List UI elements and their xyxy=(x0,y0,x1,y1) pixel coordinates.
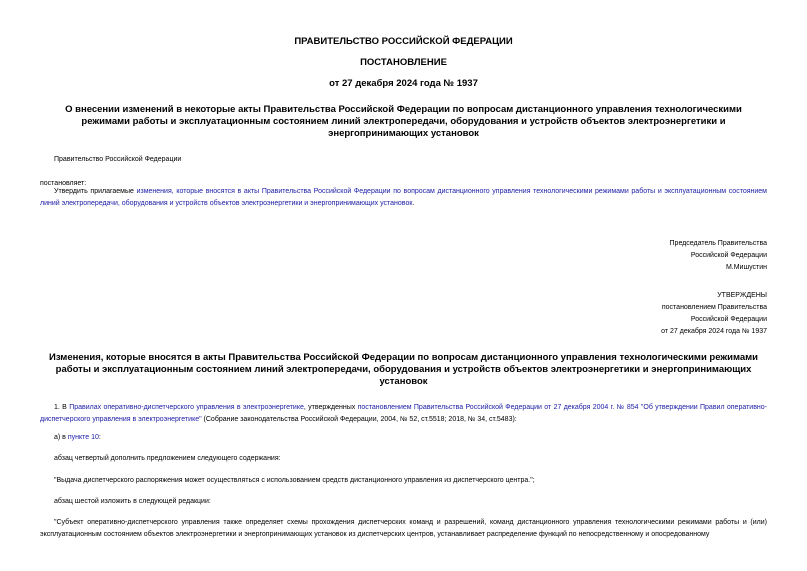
point-10-link[interactable]: пункте 10 xyxy=(67,434,99,441)
document-type: ПОСТАНОВЛЕНИЕ xyxy=(360,57,447,68)
signature-name: М.Мишустин xyxy=(725,264,767,271)
quote-2: "Субъект оперативно-диспетчерского управления также определяет схемы прохождения диспетчерских команд и разрешений, команд дистанционного управления технологическими режимами работы и (или) эксплуатационным состоянием объектов электроэнергетики и энергопринимающих установок из диспетчерских центров, устанавливает распределение функций по непосредственному и опосредованному xyxy=(40,519,767,538)
government-heading: ПРАВИТЕЛЬСТВО РОССИЙСКОЙ ФЕДЕРАЦИИ xyxy=(294,36,513,47)
document-title: О внесении изменений в некоторые акты Правительства Российской Федерации по вопросам дистанционного управления технологическими режимами работы и эксплуатационным состоянием линий электропередачи, оборудования и устройств объектов электроэнергетики и энергопринимающих установок xyxy=(65,104,742,139)
changes-title: Изменения, которые вносятся в акты Правительства Российской Федерации по вопросам дистанционного управления технологическими режимами работы и эксплуатационным состоянием линий электропередачи, оборудования и устройств объектов электроэнергетики и энергопринимающих установок xyxy=(48,352,759,387)
approved-date: от 27 декабря 2024 года № 1937 xyxy=(661,328,767,335)
sub-a-paragraph xyxy=(54,432,101,444)
item-1-mid: , утвержденных xyxy=(303,404,358,411)
approved-stamp: УТВЕРЖДЕНЫ xyxy=(717,292,767,299)
approve-suffix: . xyxy=(412,200,415,207)
para-sixth: абзац шестой изложить в следующей редакции: xyxy=(54,498,211,505)
approve-paragraph xyxy=(40,186,767,210)
rules-link[interactable]: Правилах оперативно-диспетчерского управления в электроэнергетике xyxy=(69,404,304,411)
signature-country: Российской Федерации xyxy=(690,252,767,259)
decides-label: постановляет: xyxy=(40,180,87,187)
approve-prefix: Утвердить прилагаемые xyxy=(54,188,137,195)
resolution-link[interactable]: постановлением Правительства Российской Федерации от 27 декабря 2004 г. № 854 "Об утверждении Правил оперативно-диспетчерского управления в электроэнергетике" xyxy=(40,404,768,423)
signature-title: Председатель Правительства xyxy=(669,240,767,247)
approve-link[interactable]: изменения, которые вносятся в акты Правительства Российской Федерации по вопросам дистанционного управления технологическими режимами работы и эксплуатационным состоянием линий электропередачи, оборудования и устройств объектов электроэнергетики и энергопринимающих установок xyxy=(40,188,767,207)
sub-a-suffix: : xyxy=(98,434,101,441)
quote-1: "Выдача диспетчерского распоряжения может осуществляться с использованием средств дистанционного управления из диспетчерского центра."; xyxy=(54,477,535,484)
approved-country: Российской Федерации xyxy=(690,316,767,323)
para-fourth: абзац четвертый дополнить предложением следующего содержания: xyxy=(54,455,281,462)
sub-a-prefix: а) в xyxy=(54,434,68,441)
government-name: Правительство Российской Федерации xyxy=(54,156,182,163)
document-date-number: от 27 декабря 2024 года № 1937 xyxy=(329,78,478,89)
item-1-num: 1. В xyxy=(54,404,70,411)
approved-by: постановлением Правительства xyxy=(661,304,767,311)
item-1-paragraph xyxy=(40,402,767,426)
item-1-tail: (Собрание законодательства Российской Федерации, 2004, № 52, ст.5518; 2018, № 34, ст.5483): xyxy=(201,416,517,423)
